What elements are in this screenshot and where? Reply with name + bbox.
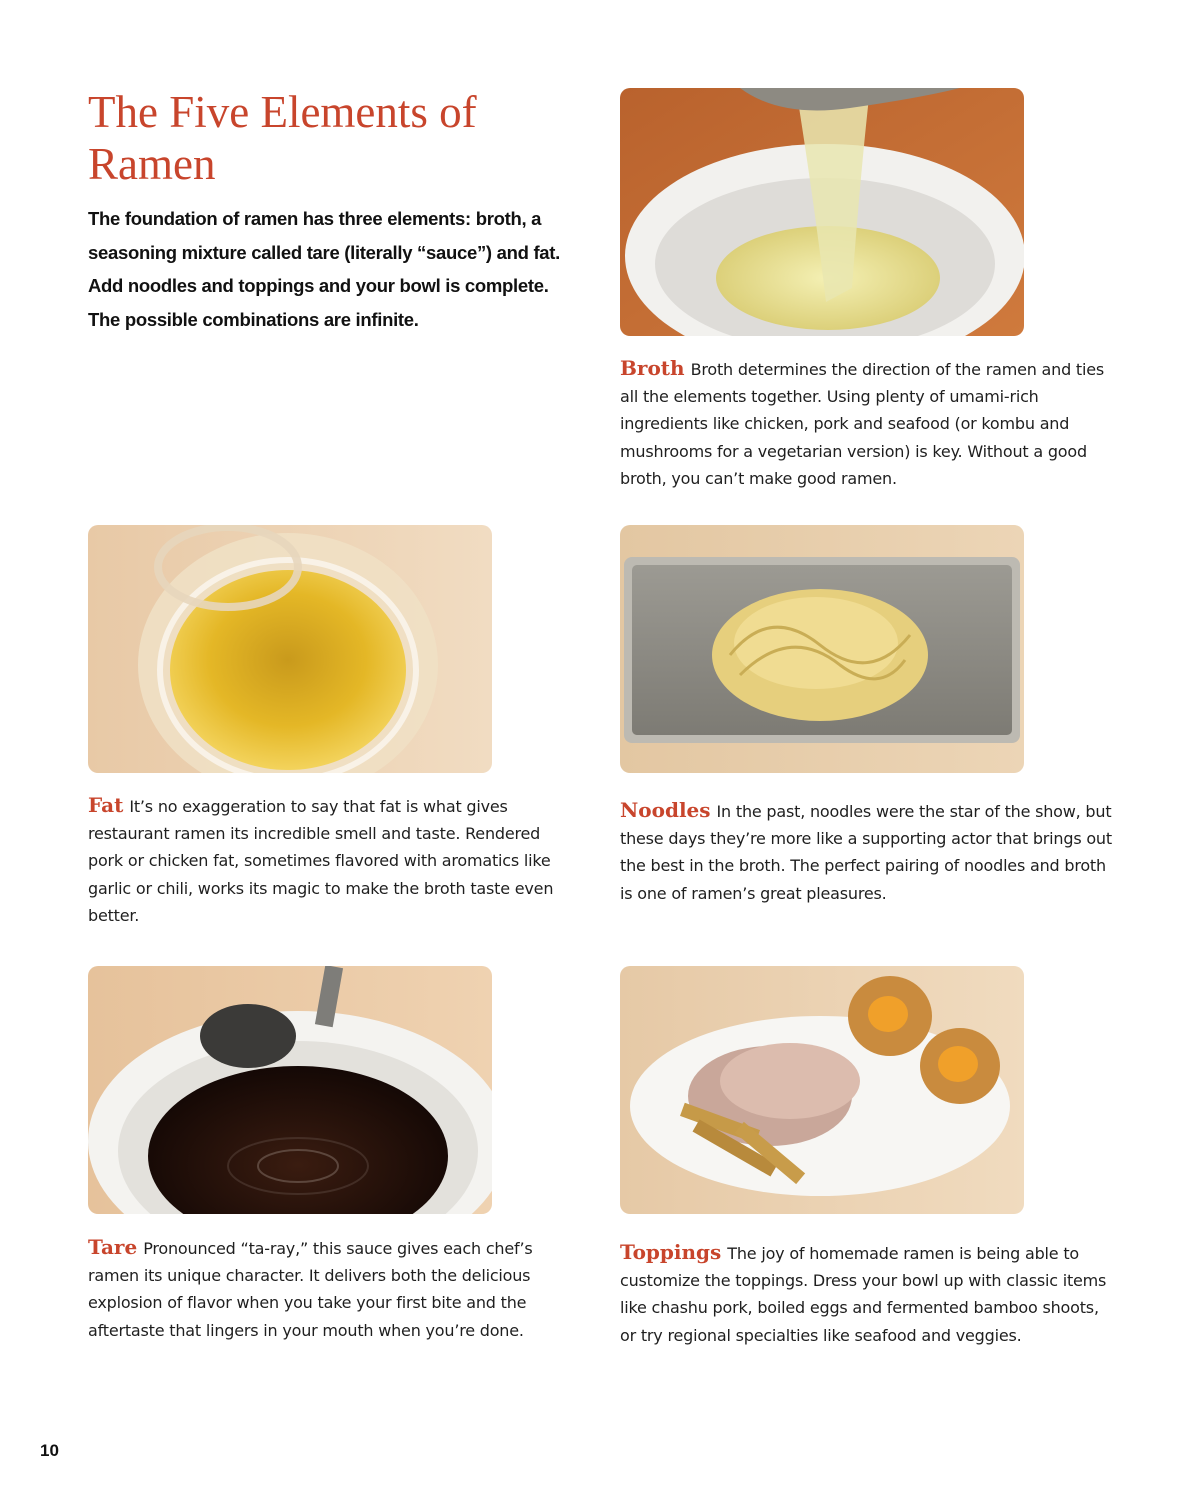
broth-photo xyxy=(620,88,1024,336)
toppings-caption xyxy=(620,1239,1110,1349)
toppings-heading: Toppings xyxy=(620,1240,722,1264)
page-title: The Five Elements of Ramen xyxy=(88,87,477,189)
intro-paragraph: The foundation of ramen has three elements: broth, a seasoning mixture called tare (literally “sauce”) and fat. Add noodles and toppings and your bowl is complete. The possible combinations are infinite. xyxy=(88,208,560,330)
broth-caption xyxy=(620,355,1120,492)
tare-text: Pronounced “ta-ray,” this sauce gives each chef’s ramen its unique character. It delivers both the delicious explosion of flavor when you take your first bite and the aftertaste that lingers in your mouth when you’re done. xyxy=(88,1239,533,1340)
broth-text: Broth determines the direction of the ramen and ties all the elements together. Using plenty of umami-rich ingredients like chicken, pork and seafood (or kombu and mushrooms for a vegetarian version) is key. Without a good broth, you can’t make good ramen. xyxy=(620,360,1105,488)
toppings-text: The joy of homemade ramen is being able to customize the toppings. Dress your bowl up with classic items like chashu pork, boiled eggs and fermented bamboo shoots, or try regional specialties like seafood and veggies. xyxy=(620,1244,1107,1345)
noodles-text: In the past, noodles were the star of the show, but these days they’re more like a supporting actor that brings out the best in the broth. The perfect pairing of noodles and broth is one of ramen’s great pleasures. xyxy=(620,802,1112,903)
page-number: 10 xyxy=(40,1441,59,1460)
fat-text: It’s no exaggeration to say that fat is what gives restaurant ramen its incredible smell and taste. Rendered pork or chicken fat, sometimes flavored with aromatics like garlic or chili, works its magic to make the broth taste even better. xyxy=(88,797,554,925)
noodles-heading: Noodles xyxy=(620,798,711,822)
broth-heading: Broth xyxy=(620,356,685,380)
fat-photo xyxy=(88,525,492,773)
fat-caption xyxy=(88,792,578,929)
noodles-photo xyxy=(620,525,1024,773)
tare-photo xyxy=(88,966,492,1214)
tare-caption xyxy=(88,1234,578,1344)
fat-heading: Fat xyxy=(88,793,124,817)
tare-heading: Tare xyxy=(88,1235,138,1259)
toppings-photo xyxy=(620,966,1024,1214)
noodles-caption xyxy=(620,797,1115,907)
